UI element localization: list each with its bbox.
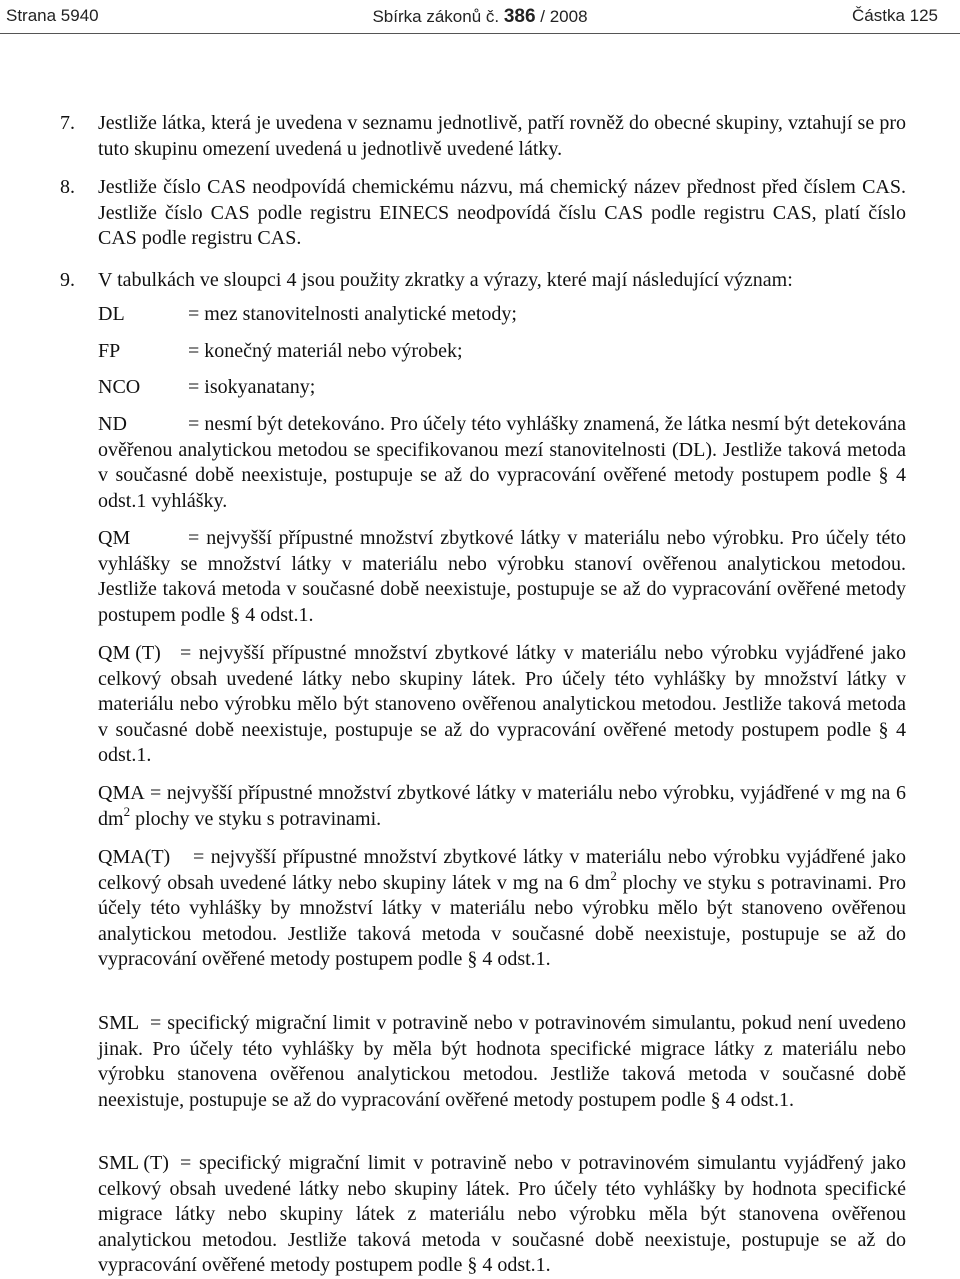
definition-key: SML <box>98 1012 140 1034</box>
item-number: 8. <box>60 176 75 198</box>
item-number: 9. <box>60 269 75 291</box>
definition-sml-t <box>98 1151 906 1279</box>
item-text: Jestliže číslo CAS neodpovídá chemickému názvu, má chemický název přednost před číslem CAS. Jestliže číslo CAS podle registru EINECS neodpovídá číslu CAS podle registru CAS, platí číslo CAS podle registru CAS. <box>98 176 906 249</box>
definition-key: QM (T) <box>98 642 161 664</box>
definition-text: = nejvyšší přípustné množství zbytkové látky v materiálu nebo výrobku vyjádřené jako celkový obsah uvedené látky nebo skupiny látek v mg na 6 dm <box>98 846 906 894</box>
definition-key: QM <box>98 527 131 549</box>
definition-qm-t <box>98 641 906 769</box>
definition-text-end: plochy ve styku s potravinami. Pro účely této vyhlášky by množství látky v materiálu nebo výrobku mělo být stanoveno ověřenou analytickou metodou. Jestliže taková metoda v současné době neexistuje, postupuje se až do vypracování ověřené metody postupem podle § 4 odst.1. <box>98 871 906 970</box>
abbr-key: FP <box>98 340 121 362</box>
definition-key: QMA(T) <box>98 846 171 868</box>
superscript: 2 <box>123 803 131 819</box>
abbr-key: NCO <box>98 376 141 398</box>
collection-number: 386 <box>503 6 536 27</box>
definition-text: = specifický migrační limit v potravině nebo v potravinovém simulantu, pokud není uvedeno jinak. Pro účely této vyhlášky by měla být hodnota specifické migrace látky z materiálu nebo výrobku stanovena ověřenou analytickou metodou. Jestliže taková metoda v současné době neexistuje, postupuje se až do vypracování ověřené metody postupem podle § 4 odst.1. <box>98 1012 906 1111</box>
header-divider <box>0 33 960 34</box>
abbr-key: DL <box>98 303 125 325</box>
definition-qm <box>98 526 906 628</box>
definition-text: = specifický migrační limit v potravině nebo v potravinovém simulantu vyjádřený jako celkový obsah uvedené látky nebo skupiny látek. Pro účely této vyhlášky by hodnota specifické migrace látky nebo skupiny látek z materiálu nebo výrobku měla být stanovena ověřenou analytickou metodou. Jestliže taková metoda v současné době neexistuje, postupuje se až do vypracování ověřené metody postupem podle § 4 odst.1. <box>98 1152 906 1276</box>
superscript: 2 <box>610 867 617 883</box>
abbr-def: = konečný materiál nebo výrobek; <box>188 340 463 362</box>
definition-key: SML (T) <box>98 1152 169 1174</box>
definition-nd <box>98 412 906 514</box>
abbr-def: = mez stanovitelnosti analytické metody; <box>188 303 517 325</box>
collection-suffix: / 2008 <box>540 7 588 26</box>
definition-text: = nejvyšší přípustné množství zbytkové látky v materiálu nebo výrobku. Pro účely této vyhlášky se množství látky v materiálu nebo výrobku stanoví ověřenou analytickou metodou. Jestliže taková metoda v současné době neexistuje, postupuje se až do vypracování ověřené metody postupem podle § 4 odst.1. <box>98 527 906 626</box>
definition-qma <box>98 781 906 832</box>
definition-text-end: plochy ve styku s potravinami. <box>130 807 382 830</box>
definition-text: = nesmí být detekováno. Pro účely této vyhlášky znamená, že látka nesmí být detekována ověřenou analytickou metodou se specifikovanou mezí stanovitelnosti (DL). Jestliže taková metoda v současné době neexistuje, postupuje se až do vypracování ověřené metody postupem podle § 4 odst.1 vyhlášky. <box>98 413 906 512</box>
definition-text: = nejvyšší přípustné množství zbytkové látky v materiálu nebo výrobku vyjádřené jako celkový obsah uvedené látky nebo skupiny látek. Pro účely této vyhlášky by množství látky v materiálu nebo výrobku mělo být stanoveno ověřenou analytickou metodou. Jestliže taková metoda v současné době neexistuje, postupuje se až do vypracování ověřené metody postupem podle § 4 odst.1. <box>98 642 906 766</box>
item-number: 7. <box>60 112 75 134</box>
definition-text: = nejvyšší přípustné množství zbytkové látky v materiálu nebo výrobku, vyjádřené v mg na 6 dm <box>98 782 906 830</box>
abbr-def: = isokyanatany; <box>188 376 316 398</box>
collection-title <box>0 6 960 28</box>
definition-key: QMA <box>98 782 145 804</box>
item-text: V tabulkách ve sloupci 4 jsou použity zkratky a výrazy, které mají následující význam: <box>98 269 793 291</box>
definition-sml <box>98 1011 906 1113</box>
collection-prefix: Sbírka zákonů č. <box>372 7 500 26</box>
definition-key: ND <box>98 413 127 435</box>
item-text: Jestliže látka, která je uvedena v seznamu jednotlivě, patří rovněž do obecné skupiny, vztahují se pro tuto skupinu omezení uvedená u jednotlivě uvedené látky. <box>98 112 906 160</box>
definition-qma-t <box>98 845 906 973</box>
page-number: Strana 5940 <box>6 6 99 25</box>
page-header <box>0 0 960 34</box>
part-number: Částka 125 <box>852 6 938 25</box>
